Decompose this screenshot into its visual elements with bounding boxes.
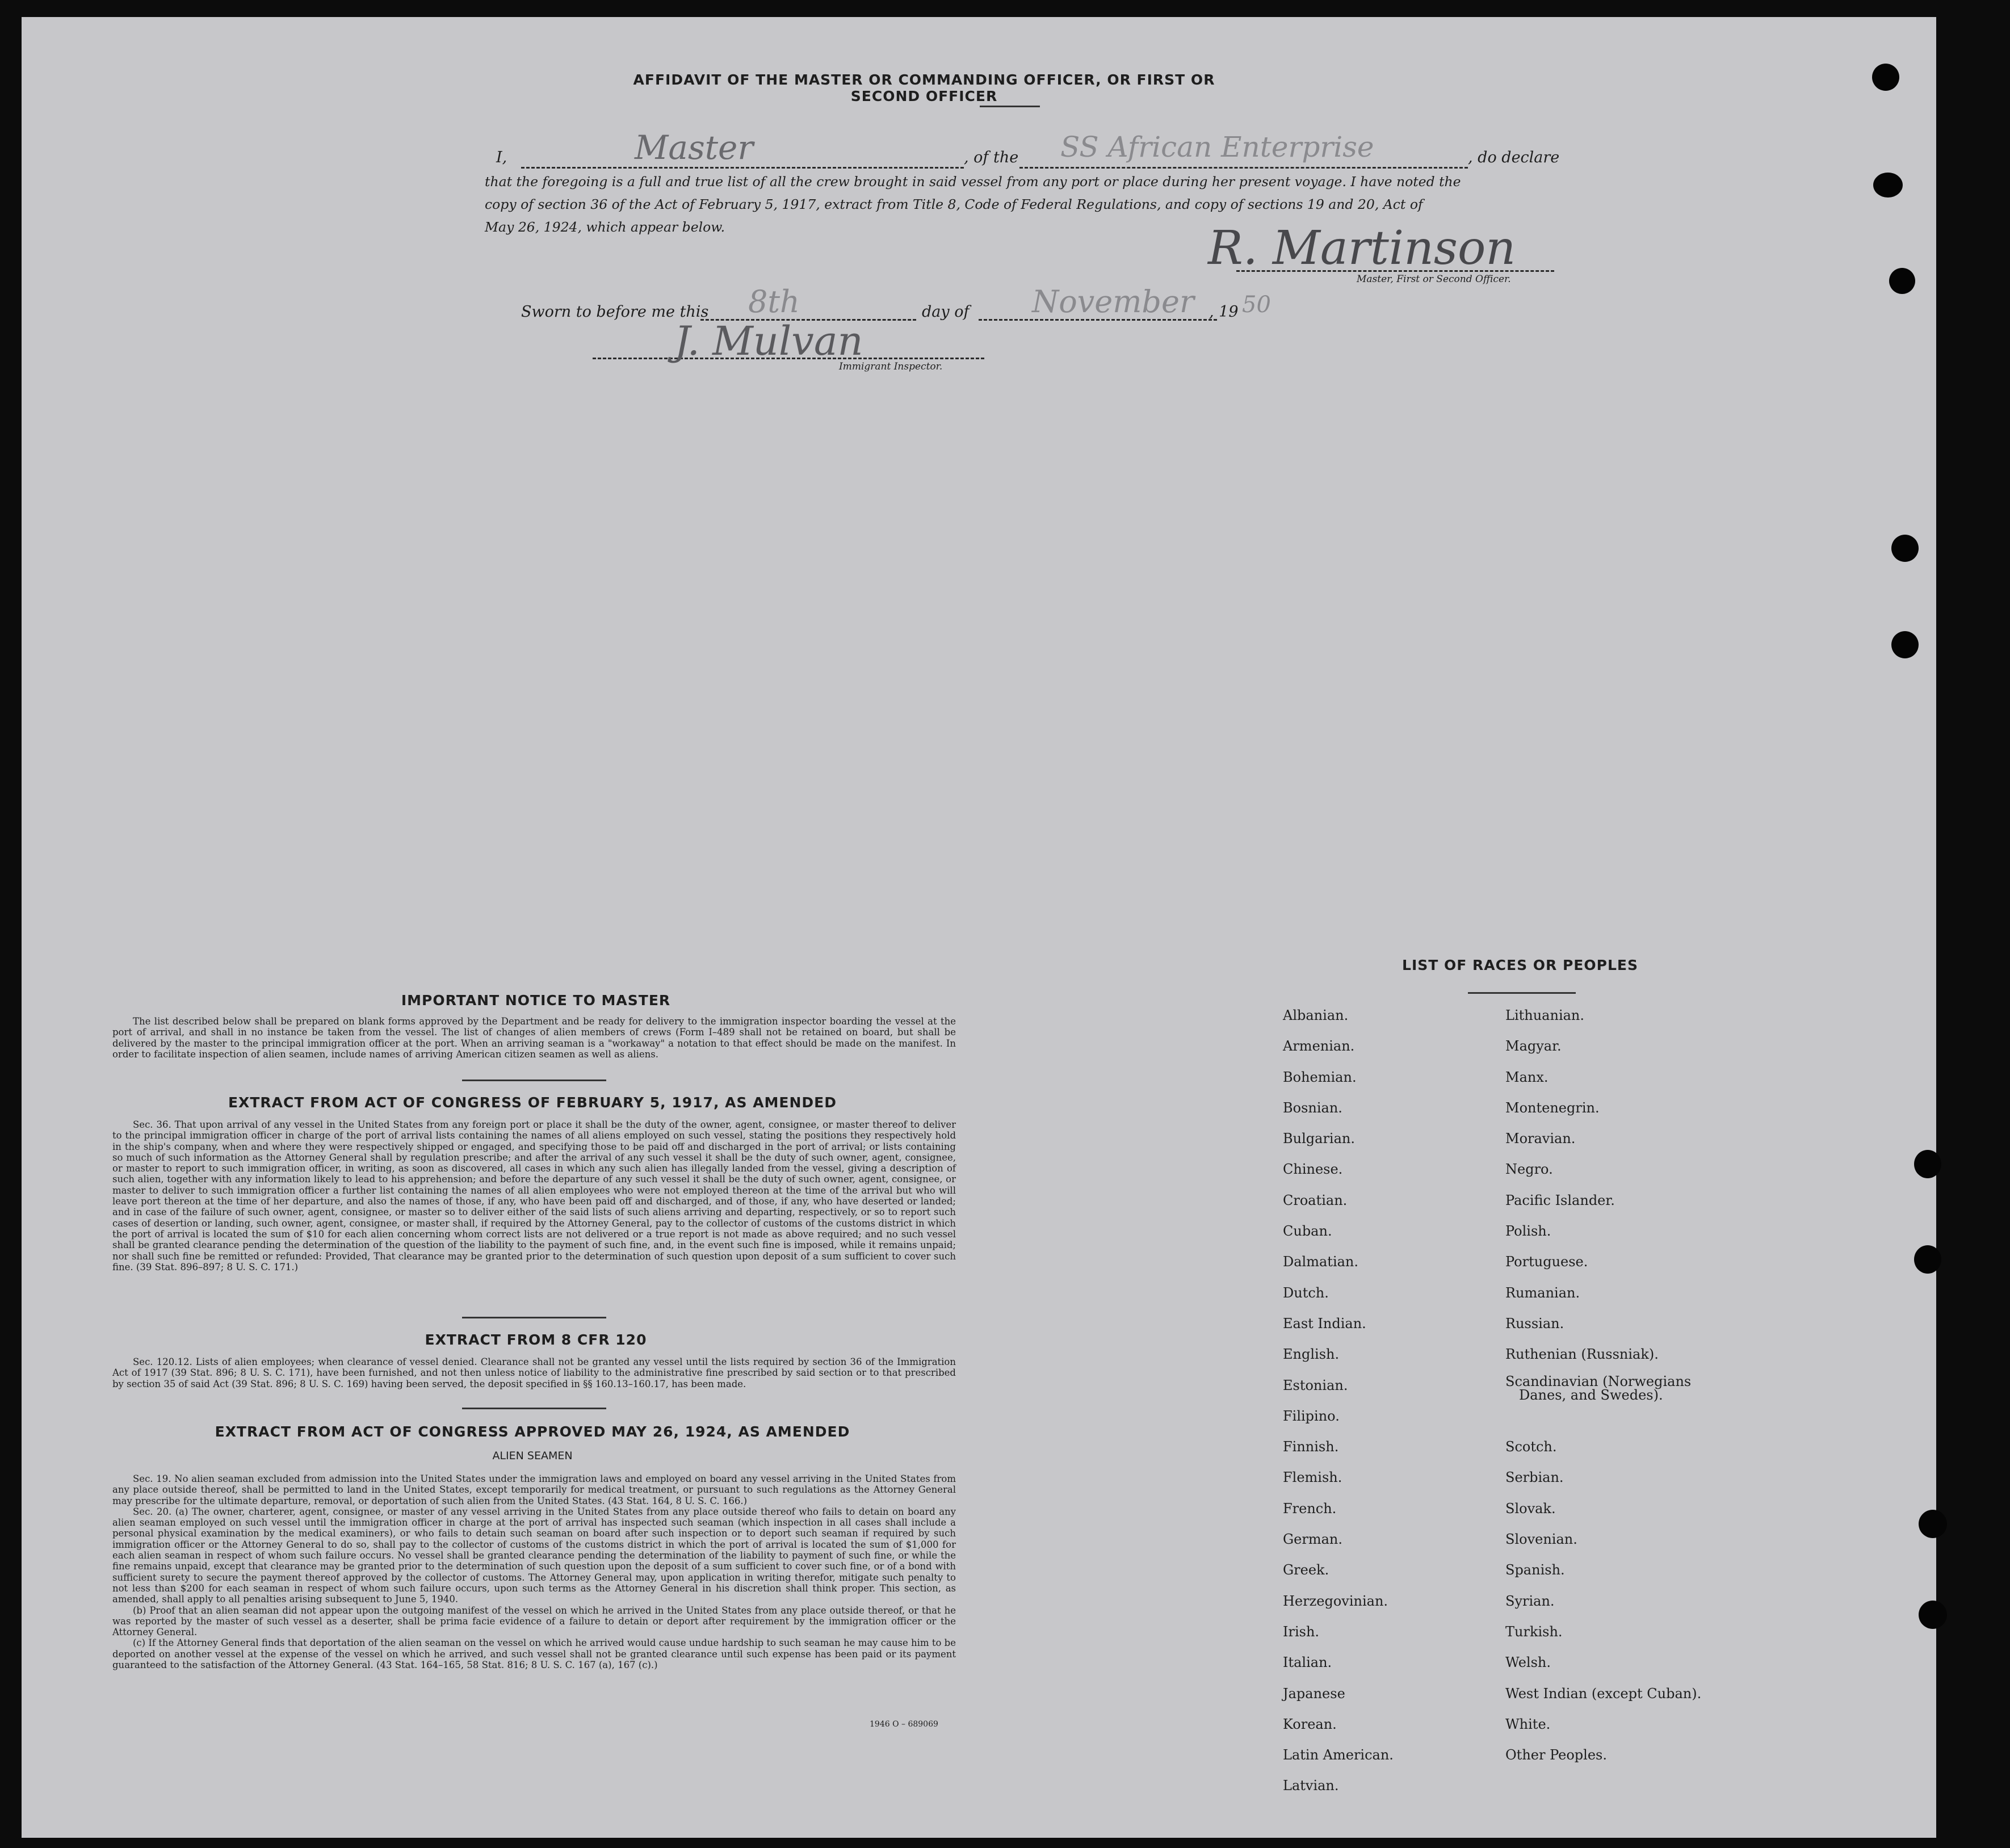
race-item: Slovak. [1505,1500,1556,1517]
extract-1917-text [112,1119,956,1272]
officer-signature: R. Martinson [1208,221,1516,275]
race-item: Japanese [1283,1685,1345,1702]
race-item: Pacific Islander. [1505,1192,1615,1208]
race-item: Latvian. [1283,1778,1339,1794]
sec19-paragraph: Sec. 19. No alien seaman excluded from admission into the United States under the immigration laws and employed on board any vessel arriving in the United States from any place outside thereof, shall be permitted to land in the United States, except temporarily for medical treatment, or pursuant to such regulations as the Attorney General may prescribe for the ultimate departure, removal, or deportation of such alien from the United States. (43 Stat. 164, 8 U. S. C. 166.) [112,1473,956,1506]
race-item: White. [1505,1716,1551,1732]
race-item: Russian. [1505,1315,1564,1332]
punch-hole [1891,535,1919,562]
race-item: Italian. [1283,1654,1332,1671]
race-item: Bulgarian. [1283,1131,1355,1147]
race-item: Magyar. [1505,1038,1562,1055]
race-item: Filipino. [1283,1408,1340,1424]
race-item: German. [1283,1531,1342,1548]
affidavit-body-1: that the foregoing is a full and true list of all the crew brought in said vessel from any port or place during her present voyage. I have noted the [485,174,1461,190]
year-prefix: , 19 [1209,303,1239,321]
punch-hole [1919,1510,1947,1538]
punch-hole [1873,173,1903,198]
race-item: Bosnian. [1283,1099,1342,1116]
race-item: Greek. [1283,1562,1329,1578]
extract-1924-title: EXTRACT FROM ACT OF CONGRESS APPROVED MAY 26, 1924, AS AMENDED [215,1423,850,1440]
race-item: Portuguese. [1505,1254,1588,1270]
race-item: Armenian. [1283,1038,1355,1055]
handwritten-vessel: SS African Enterprise [1060,131,1374,163]
name-line [521,167,964,169]
punch-hole [1914,1150,1941,1178]
race-item: Herzegovinian. [1283,1593,1388,1609]
sec20b-paragraph: (b) Proof that an alien seaman did not appear upon the outgoing manifest of the vessel on which he arrived in the United States from any place outside thereof, or that he was reported by the master of such vessel as a deserter, shall be prima facie evidence of a failure to detain or deport after requirement by the immigration officer or the Attorney General. [112,1605,956,1638]
race-item: Montenegrin. [1505,1099,1600,1116]
extract-1917-title: EXTRACT FROM ACT OF CONGRESS OF FEBRUARY 5, 1917, AS AMENDED [228,1094,837,1111]
punch-hole [1914,1245,1941,1274]
race-item: Finnish. [1283,1439,1339,1455]
race-item: Chinese. [1283,1161,1343,1178]
race-item: Other Peoples. [1505,1747,1607,1763]
race-item: Scotch. [1505,1439,1557,1455]
race-item: French. [1283,1500,1337,1517]
extract-cfr-divider [462,1408,606,1409]
affidavit-do-declare: , do declare [1468,149,1560,166]
race-item: Polish. [1505,1223,1551,1240]
sec20a-paragraph: Sec. 20. (a) The owner, charterer, agent, consignee, or master of any vessel arriving in the United States from any place outside thereof who fails to detain on board any alien seaman employed on such vessel until the immigration officer in charge at the port of arrival has inspected such seaman (which inspection in all cases shall include a personal physical examination by the medical examiners), or who fails to detain such seaman on board after such inspection or to deport such seaman if required by such immigration officer or the Attorney General to do so, shall pay to the collector of customs of the customs district in which the port of arrival is located the sum of $1,000 for each alien seaman in respect of whom such failure occurs. No vessel shall be granted clearance pending the determination of the liability to payment of such fine, or while the fine remains unpaid, except that clearance may be granted prior to the determination of such question upon the deposit of a sum sufficient to cover such fine, or of a bond with sufficient surety to secure the payment thereof approved by the collector of customs. The Attorney General may, upon application in writing therefor, mitigate such penalty to not less than $200 for each seaman in respect of whom such failure occurs, upon such terms as the Attorney General in his discretion shall think proper. This section, as amended, shall apply to all penalties arising subsequent to June 5, 1940. [112,1506,956,1605]
notice-divider [462,1080,606,1081]
affidavit-body-3: May 26, 1924, which appear below. [485,219,725,235]
punch-hole [1872,64,1899,91]
extract-1924-subtitle: ALIEN SEAMEN [492,1450,573,1462]
affidavit-of-the: , of the [964,149,1019,166]
affidavit-lead-i: I, [496,149,507,166]
races-title: LIST OF RACES OR PEOPLES [1402,957,1638,973]
race-item: Turkish. [1505,1623,1563,1640]
race-item: Korean. [1283,1716,1337,1732]
race-item: Manx. [1505,1069,1549,1085]
print-code: 1946 O – 689069 [870,1720,938,1729]
title-divider [980,106,1040,107]
race-item-line: Scandinavian (Norwegians [1505,1373,1692,1389]
race-item: Bohemian. [1283,1069,1357,1085]
race-item: Rumanian. [1505,1284,1580,1301]
races-left-column [1283,1000,1504,1801]
extract-1924-text [112,1473,956,1670]
race-item-line: Danes, and Swedes). [1519,1387,1663,1403]
race-item: Welsh. [1505,1654,1551,1671]
vessel-line [1019,167,1468,169]
inspector-signature: J. Mulvan [674,318,863,364]
sworn-day: 8th [748,284,800,320]
sworn-label: Sworn to before me this [521,303,709,321]
extract-cfr-paragraph: Sec. 120.12. Lists of alien employees; when clearance of vessel denied. Clearance shall not be granted any vessel until the lists required by section 36 of the Immigration Act of 1917 (39 Stat. 896; 8 U. S. C. 171), have been furnished, and not then unless notice of liability to the administrative fine prescribed by said section or to that prescribed by section 35 of said Act (39 Stat. 896; 8 U. S. C. 169) having been served, the deposit specified in §§ 160.13–160.17, has been made. [112,1356,956,1389]
race-spacer [1505,1401,1812,1431]
race-item: Negro. [1505,1161,1553,1178]
extract-cfr-title: EXTRACT FROM 8 CFR 120 [425,1332,647,1348]
document-page [22,17,1936,1838]
race-item: Lithuanian. [1505,1007,1585,1023]
race-item: Estonian. [1283,1377,1348,1393]
notice-paragraph: The list described below shall be prepared on blank forms approved by the Department and be ready for delivery to the immigration inspector boarding the vessel at the port of arrival, and shall in no instance be taken from the vessel. The list of changes of alien members of crews (Form I–489 shall not be retained on board, but shall be delivered by the master to the principal immigration officer at the port. When an arriving seaman is a "workaway" a notation to that effect should be made on the manifest. In order to facilitate inspection of alien seamen, include names of arriving American citizen seamen as well as aliens. [112,1016,956,1060]
race-item: Croatian. [1283,1192,1348,1208]
day-of-label: day of [922,303,970,321]
inspector-caption: Immigrant Inspector. [839,361,943,372]
race-item: West Indian (except Cuban). [1505,1685,1702,1702]
race-item: Dalmatian. [1283,1254,1359,1270]
punch-hole [1919,1601,1947,1629]
race-item: Syrian. [1505,1593,1555,1609]
year-handwritten: 50 [1242,292,1271,318]
race-item: Flemish. [1283,1469,1342,1486]
punch-hole [1891,631,1919,658]
race-item: Serbian. [1505,1469,1564,1486]
extract-1917-paragraph: Sec. 36. That upon arrival of any vessel in the United States from any foreign port or place it shall be the duty of the owner, agent, consignee, or master thereof to deliver to the principal immigration officer in charge of the port of arrival lists containing the names of all aliens employed on such vessel, stating the positions they respectively hold in the ship's company, when and where they were respectively shipped or engaged, and specifying those to be paid off and discharged in the port of arrival; or lists containing so much of such information as the Attorney General shall by regulation prescribe; and after the arrival of any such vessel it shall be the duty of such owner, agent, consignee, or master to report to such immigration officer, in writing, as soon as discovered, all cases in which any such alien has illegally landed from the vessel, giving a description of such alien, together with any information likely to lead to his apprehension; and before the departure of any such vessel it shall be the duty of such owner, agent, consignee, or master to deliver to such immigration officer a further list containing the names of all alien employees who were not employed thereon at the time of the arrival but who will leave port thereon at the time of her departure, and also the names of those, if any, who have been paid off and discharged, and of those, if any, who have deserted or landed; and in case of the failure of such owner, agent, consignee, or master so to deliver either of the said lists of such aliens arriving and departing, respectively, or so to report such cases of desertion or landing, such owner, agent, consignee, or master shall, if required by the Attorney General, pay to the collector of customs of the customs district in which the port of arrival is located the sum of $10 for each alien concerning whom correct lists are not delivered or a true report is not made as above required; and no such vessel shall be granted clearance pending the determination of the question of the liability to the payment of such fine, and, in the event such fine is imposed, while it remains unpaid; nor shall such fine be remitted or refunded: Provided, That clearance may be granted prior to the determination of such question upon deposit of a sum sufficient to cover such fine. (39 Stat. 896–897; 8 U. S. C. 171.) [112,1119,956,1272]
sworn-month: November [1032,284,1194,320]
race-item: Cuban. [1283,1223,1332,1240]
officer-caption: Master, First or Second Officer. [1357,274,1511,285]
race-item: English. [1283,1346,1340,1363]
races-right-column [1505,1000,1812,1770]
race-item: Spanish. [1505,1562,1565,1578]
race-item: Ruthenian (Russniak). [1505,1346,1659,1363]
notice-title: IMPORTANT NOTICE TO MASTER [401,992,671,1009]
sec20c-paragraph: (c) If the Attorney General finds that deportation of the alien seaman on the vessel on which he arrived would cause undue hardship to such seaman he may cause him to be deported on another vessel at the expense of the vessel on which he arrived, and such vessel shall not be granted clearance until such expense has been paid or its payment guaranteed to the satisfaction of the Attorney General. (43 Stat. 164–165, 58 Stat. 816; 8 U. S. C. 167 (a), 167 (c).) [112,1637,956,1671]
affidavit-title: AFFIDAVIT OF THE MASTER OR COMMANDING OFFICER, OR FIRST OR SECOND OFFICER [633,72,1215,104]
race-item: East Indian. [1283,1315,1366,1332]
race-item: Irish. [1283,1623,1320,1640]
punch-hole [1889,268,1915,294]
race-item: Slovenian. [1505,1531,1577,1548]
race-item: Moravian. [1505,1131,1576,1147]
race-item [1505,1370,1812,1401]
race-item: Latin American. [1283,1747,1394,1763]
race-item: Albanian. [1283,1007,1349,1023]
races-divider [1468,992,1576,994]
affidavit-body-2: copy of section 36 of the Act of February 5, 1917, extract from Title 8, Code of Federal Regulations, and copy of sections 19 and 20, Act of [485,196,1423,212]
extract-1917-divider [462,1317,606,1318]
extract-cfr-text [112,1356,956,1389]
race-item: Dutch. [1283,1284,1329,1301]
handwritten-name: Master [635,128,754,167]
notice-text [112,1016,956,1060]
